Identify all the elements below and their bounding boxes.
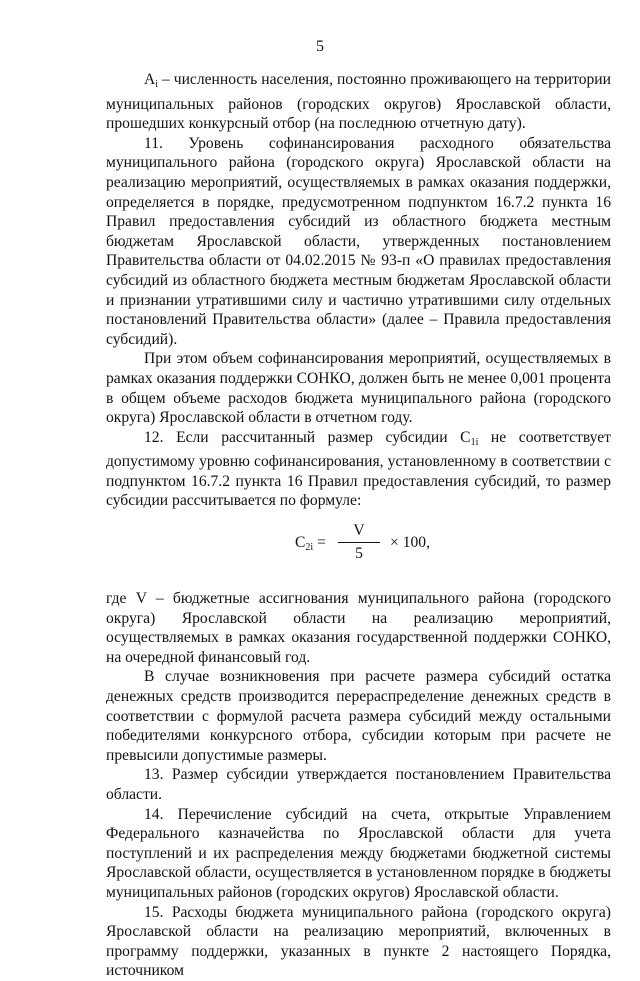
variable-a: A <box>144 71 156 88</box>
paragraph-v-definition: где V – бюджетные ассигнования муниципального района (городского округа) Ярославской области на реализацию мероприятий, осуществляемых в рамках оказания государственной поддержки СОНКО, на очередной финансовый год. <box>106 590 611 666</box>
paragraph-cofinancing-volume: При этом объем софинансирования мероприятий, осуществляемых в рамках оказания поддержки СОНКО, должен быть не менее 0,001 процента в общем объеме расходов бюджета муниципального района (городского округа) Ярославской области в отчетном году. <box>106 350 611 427</box>
page-number: 5 <box>316 38 324 55</box>
paragraph-15: 15. Расходы бюджета муниципального района (городского округа) Ярославской области на реализацию мероприятий, включенных в программу поддержки, указанных в пункте 2 настоящего Порядка, источником <box>106 903 611 980</box>
paragraph-text: 12. Если рассчитанный размер субсидии С <box>144 428 471 446</box>
variable-c1i-subscript: 1i <box>470 436 479 448</box>
paragraph-11: 11. Уровень софинансирования расходного обязательства муниципального района (городского округа) Ярославской области на реализацию мероприятий, осуществляемых в рамках оказания поддержки, определяется в порядке, предусмотренном подпунктом 16.7.2 пункта 16 Правил предоставления субсидий из областного бюджета местным бюджетам Ярославской области, утвержденных постановлением Правительства области от 04.02.2015 № 93-п «О правилах предоставления субсидий из областного бюджета местным бюджетам Ярославской области и признании утратившими силу и частично утратившими силу отдельных постановлений Правительства области» (далее – Правила предоставления субсидий). <box>106 134 611 348</box>
document-body <box>106 70 611 981</box>
variable-a-subscript: i <box>155 79 159 90</box>
paragraph-population-definition <box>106 70 611 134</box>
formula-denominator: 5 <box>355 544 363 562</box>
formula-lhs: $С_{2i}$ = <box>295 534 326 554</box>
paragraph-redistribution: В случае возникновения при расчете размера субсидий остатка денежных средств производится перераспределение денежных средств в соответствии с формулой расчета размера субсидий между остальными победителями конкурсного отбора, субсидии которым при расчете не превысили допустимые размеры. <box>106 668 611 764</box>
paragraph-14: 14. Перечисление субсидий на счета, открытые Управлением Федерального казначейства по Ярославской области для учета поступлений и их распределения между бюджетами бюджетной системы Ярославской области, осуществляется в установленном порядке в бюджеты муниципальных районов (городских округов) Ярославской области. <box>106 805 611 901</box>
formula-c2i <box>106 517 611 581</box>
paragraph-12 <box>106 428 611 511</box>
formula-numerator: V <box>338 521 380 543</box>
formula-fraction <box>338 521 380 563</box>
paragraph-text: не соответствует допустимому уровню софинансирования, установленному в соответствии с подпунктом 16.7.2 пункта 16 Правил предоставления субсидий, то размер субсидии рассчитывается по формуле: <box>106 428 611 510</box>
paragraph-13: 13. Размер субсидии утверждается постановлением Правительства области. <box>106 766 611 803</box>
formula-rhs: × 100, <box>390 534 430 552</box>
paragraph-text: – численность населения, постоянно проживающего на территории муниципальных районов (городских округов) Ярославской области, прошедших конкурсный отбор (на последнюю отчетную дату). <box>106 71 611 133</box>
